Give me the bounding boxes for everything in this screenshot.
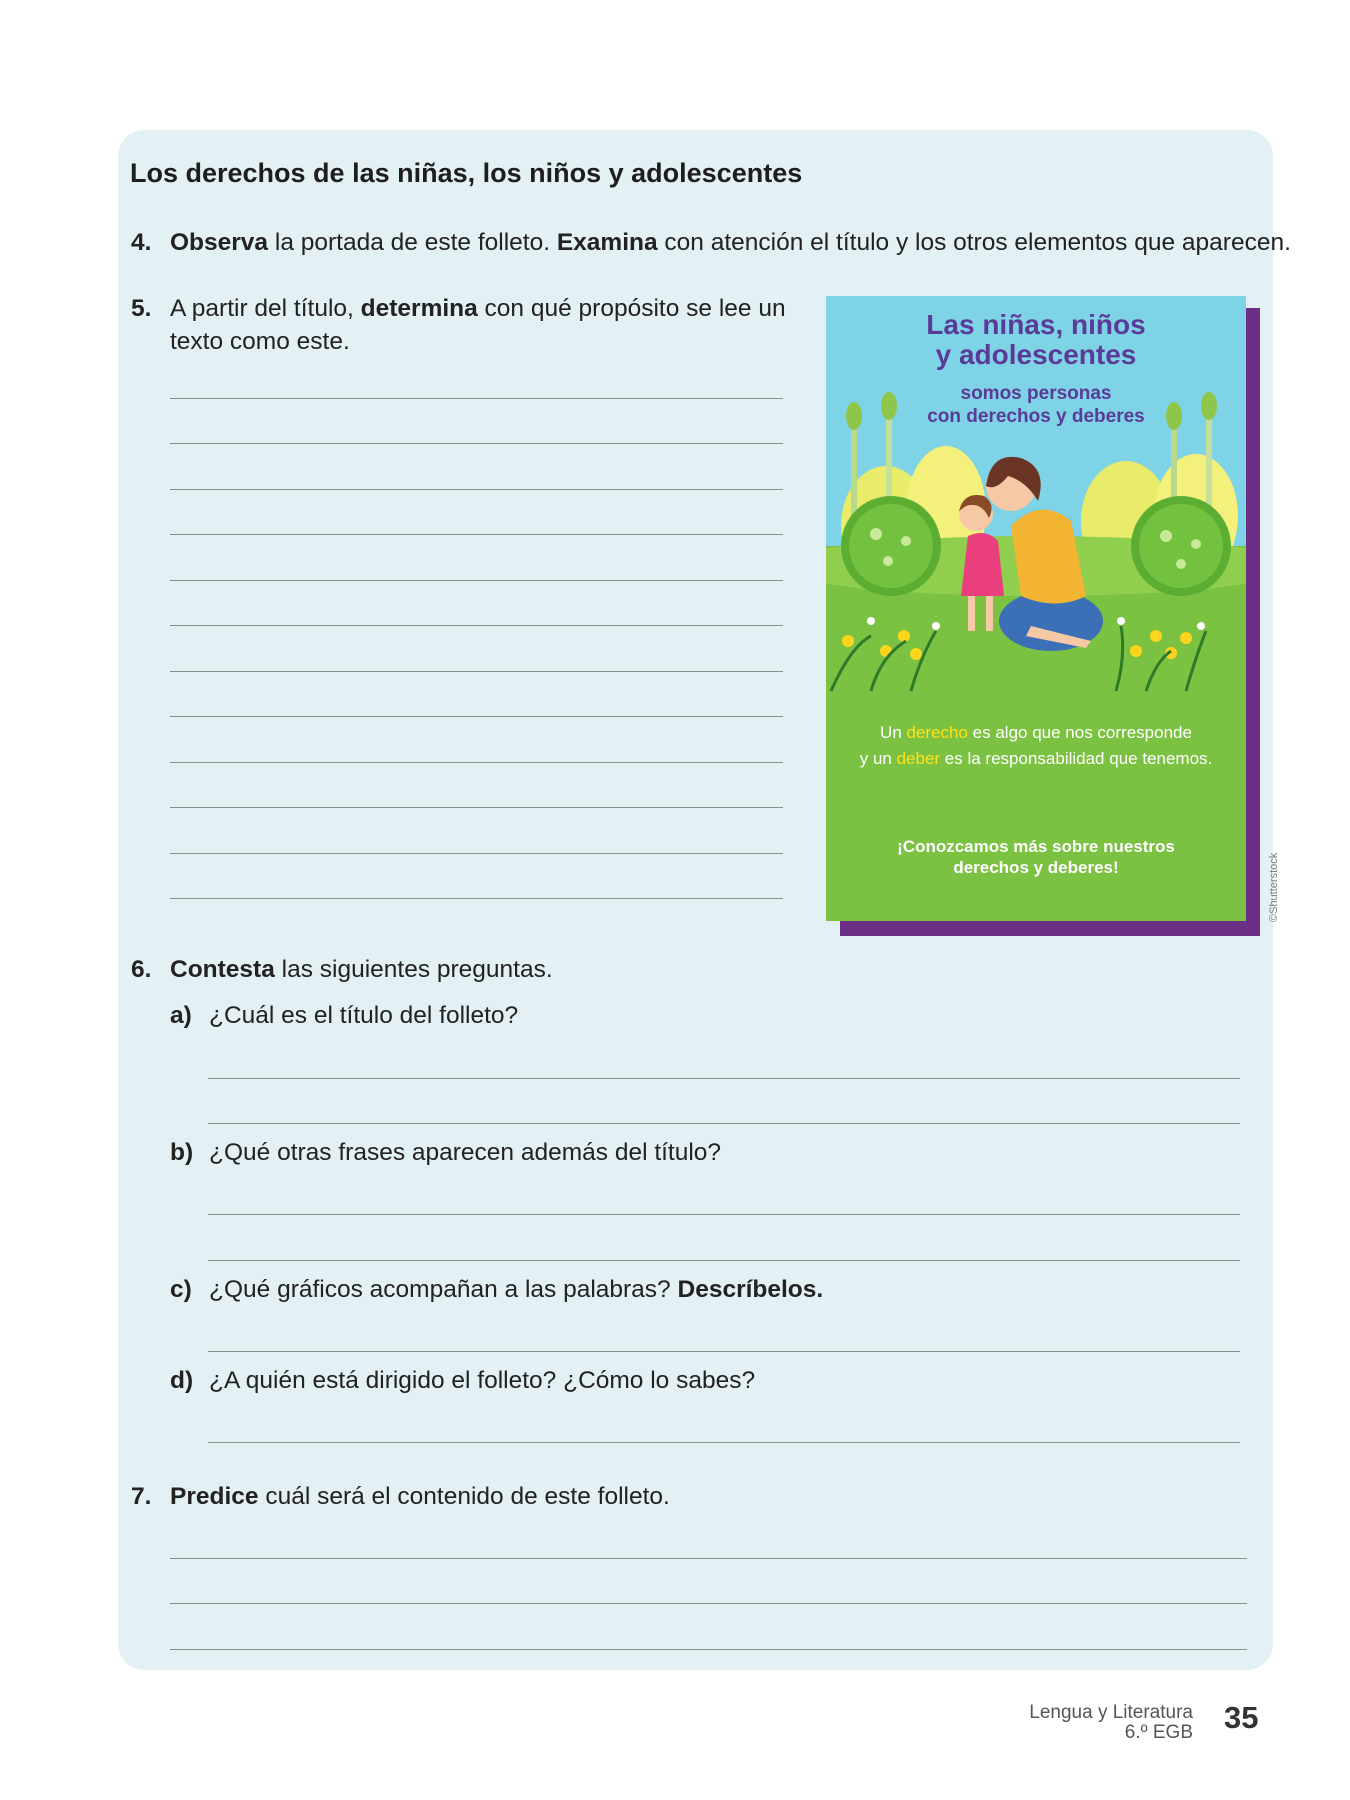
question-6b: b) ¿Qué otras frases aparecen además del título? — [170, 1139, 722, 1166]
answer-line[interactable] — [208, 1214, 1240, 1215]
brochure-cover — [826, 296, 1246, 921]
answer-line[interactable] — [170, 898, 783, 899]
brochure-subtitle: somos personas con derechos y deberes — [927, 383, 1145, 427]
answer-line[interactable] — [170, 762, 783, 763]
answer-line[interactable] — [170, 534, 783, 535]
question-6a: a) ¿Cuál es el título del folleto? — [170, 1002, 519, 1029]
question-6: 6. Contesta las siguientes preguntas. — [131, 956, 553, 983]
footer-subject: Lengua y Literatura 6.º EGB — [1029, 1702, 1193, 1743]
brochure-front — [826, 296, 1246, 921]
question-6d: d) ¿A quién está dirigido el folleto? ¿Cómo lo sabes? — [170, 1367, 756, 1394]
answer-line[interactable] — [170, 716, 783, 717]
answer-line[interactable] — [170, 1649, 1247, 1650]
question-4: 4. Observa la portada de este folleto. Examina con atención el título y los otros elementos que aparecen. — [131, 229, 1291, 256]
answer-line[interactable] — [170, 489, 783, 490]
brochure-call-to-action: ¡Conozcamos más sobre nuestros derechos y deberes! — [897, 837, 1175, 877]
answer-line[interactable] — [170, 853, 783, 854]
question-5: 5. A partir del título, determina con qué propósito se lee un texto como este. — [131, 295, 786, 355]
brochure-title: Las niñas, niños y adolescentes — [926, 309, 1146, 370]
brochure-definitions: Un derecho es algo que nos corresponde y un deber es la responsabilidad que tenemos. — [859, 723, 1213, 768]
answer-line[interactable] — [208, 1123, 1240, 1124]
question-6c: c) ¿Qué gráficos acompañan a las palabras? Descríbelos. — [170, 1276, 824, 1303]
answer-line[interactable] — [170, 580, 783, 581]
answer-line[interactable] — [208, 1442, 1240, 1443]
answer-line[interactable] — [170, 625, 783, 626]
answer-line[interactable] — [170, 807, 783, 808]
answer-line[interactable] — [170, 443, 783, 444]
answer-line[interactable] — [208, 1260, 1240, 1261]
answer-line[interactable] — [208, 1078, 1240, 1079]
answer-line[interactable] — [208, 1351, 1240, 1352]
image-credit: ©Shutterstock — [1268, 852, 1280, 922]
answer-line[interactable] — [170, 671, 783, 672]
answer-line[interactable] — [170, 1603, 1247, 1604]
answer-line[interactable] — [170, 1558, 1247, 1559]
page-number: 35 — [1224, 1700, 1259, 1735]
question-7: 7. Predice cuál será el contenido de este folleto. — [131, 1483, 670, 1510]
answer-line[interactable] — [170, 398, 783, 399]
section-title: Los derechos de las niñas, los niños y adolescentes — [130, 158, 803, 188]
